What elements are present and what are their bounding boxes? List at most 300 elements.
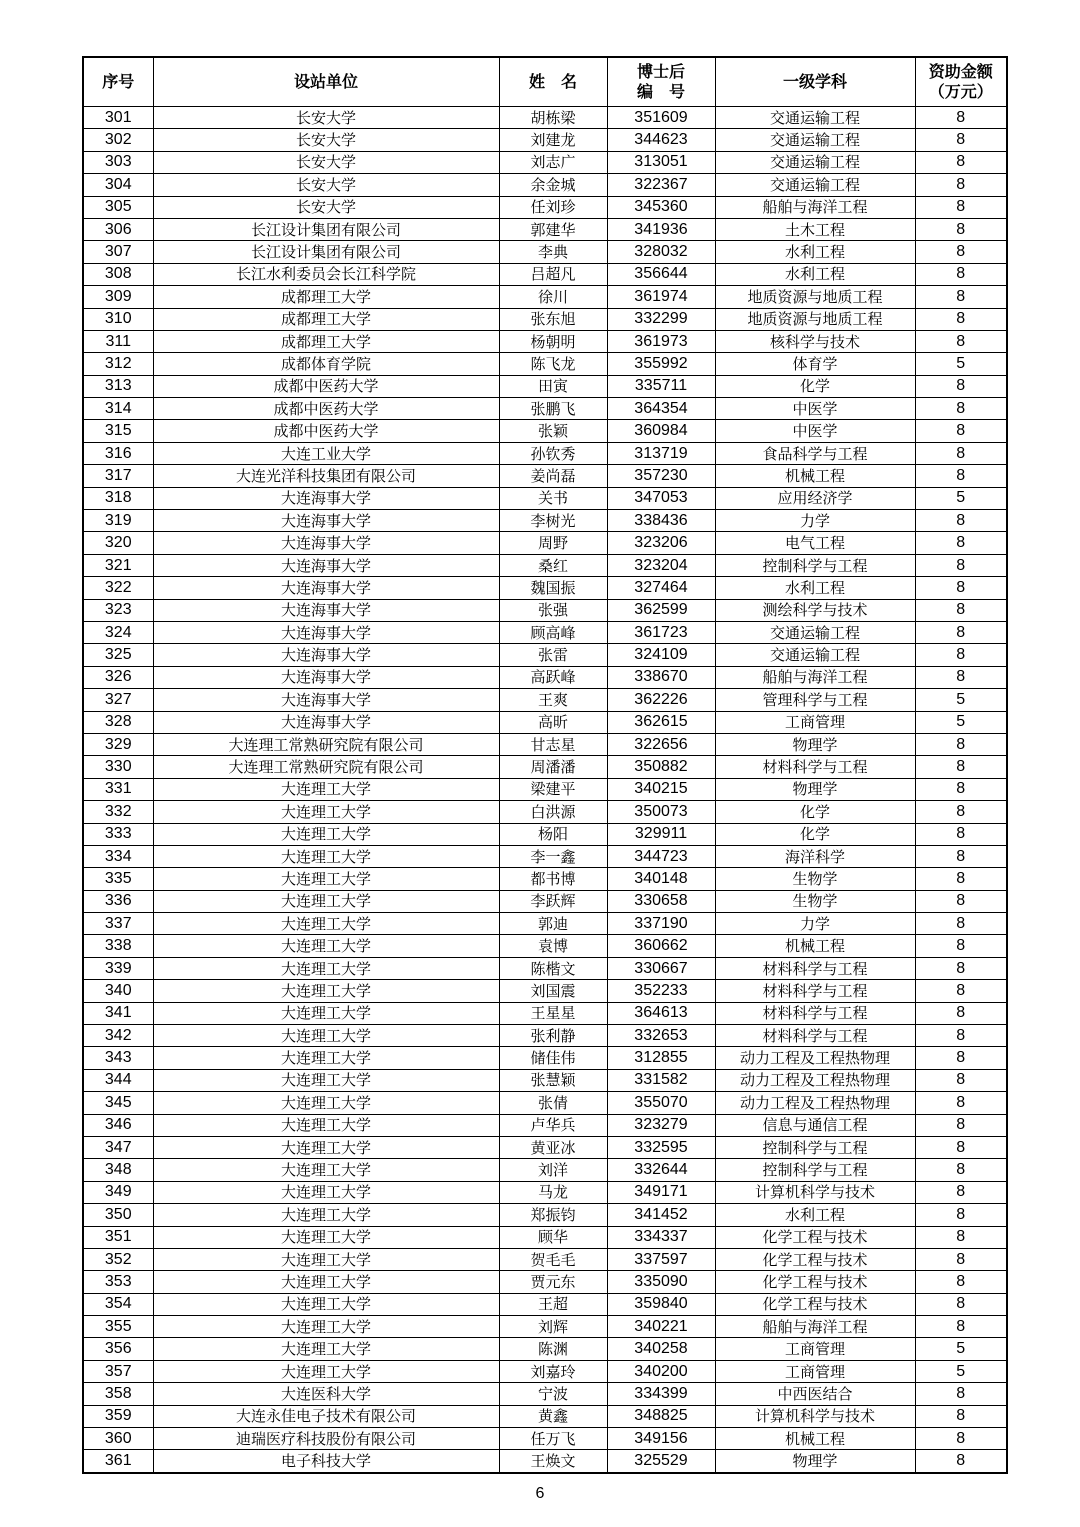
cell-discipline: 化学 [715,375,915,397]
cell-amount: 5 [915,1338,1007,1360]
cell-seq: 323 [83,599,153,621]
cell-seq: 342 [83,1025,153,1047]
cell-unit: 大连理工大学 [153,1092,499,1114]
cell-seq: 341 [83,1002,153,1024]
cell-amount: 8 [915,420,1007,442]
cell-seq: 313 [83,375,153,397]
cell-seq: 349 [83,1181,153,1203]
cell-unit: 电子科技大学 [153,1450,499,1473]
cell-name: 陈飞龙 [499,353,607,375]
cell-name: 杨朝明 [499,330,607,352]
cell-seq: 306 [83,218,153,240]
table-row [83,1025,1007,1047]
table-row [83,353,1007,375]
table-row [83,868,1007,890]
cell-unit: 大连理工大学 [153,1226,499,1248]
cell-name: 高跃峰 [499,666,607,688]
cell-discipline: 管理科学与工程 [715,689,915,711]
cell-unit: 成都中医药大学 [153,420,499,442]
cell-postdoc-id: 312855 [607,1047,715,1069]
cell-seq: 327 [83,689,153,711]
cell-name: 都书博 [499,868,607,890]
header-name: 姓 名 [499,57,607,107]
cell-discipline: 体育学 [715,353,915,375]
cell-name: 黄鑫 [499,1405,607,1427]
table-row [83,487,1007,509]
cell-unit: 成都理工大学 [153,286,499,308]
cell-seq: 339 [83,957,153,979]
cell-name: 贾元东 [499,1271,607,1293]
cell-postdoc-id: 356644 [607,263,715,285]
cell-postdoc-id: 332299 [607,308,715,330]
cell-postdoc-id: 362226 [607,689,715,711]
cell-postdoc-id: 362599 [607,599,715,621]
cell-postdoc-id: 337190 [607,913,715,935]
header-postdoc-id-line1: 博士后 [636,62,685,81]
cell-discipline: 交通运输工程 [715,174,915,196]
table-row [83,756,1007,778]
cell-discipline: 机械工程 [715,935,915,957]
cell-unit: 大连海事大学 [153,532,499,554]
cell-discipline: 船舶与海洋工程 [715,196,915,218]
cell-name: 甘志星 [499,733,607,755]
cell-name: 刘辉 [499,1316,607,1338]
cell-seq: 330 [83,756,153,778]
cell-postdoc-id: 345360 [607,196,715,218]
table-row [83,845,1007,867]
cell-seq: 316 [83,442,153,464]
cell-discipline: 物理学 [715,778,915,800]
cell-amount: 8 [915,1092,1007,1114]
cell-seq: 312 [83,353,153,375]
cell-name: 王爽 [499,689,607,711]
cell-discipline: 土木工程 [715,218,915,240]
table-row [83,1181,1007,1203]
cell-unit: 成都理工大学 [153,308,499,330]
cell-unit: 大连理工大学 [153,890,499,912]
table-row [83,398,1007,420]
cell-unit: 迪瑞医疗科技股份有限公司 [153,1428,499,1450]
cell-seq: 352 [83,1248,153,1270]
cell-amount: 8 [915,107,1007,129]
cell-name: 卢华兵 [499,1114,607,1136]
table-row [83,1383,1007,1405]
cell-amount: 8 [915,1428,1007,1450]
cell-postdoc-id: 340200 [607,1360,715,1382]
cell-seq: 347 [83,1136,153,1158]
table-row [83,1047,1007,1069]
cell-unit: 大连理工大学 [153,1181,499,1203]
cell-postdoc-id: 350882 [607,756,715,778]
cell-name: 徐川 [499,286,607,308]
cell-amount: 8 [915,1450,1007,1473]
table-row [83,1136,1007,1158]
cell-name: 周野 [499,532,607,554]
header-discipline: 一级学科 [715,57,915,107]
cell-unit: 大连理工大学 [153,868,499,890]
cell-discipline: 控制科学与工程 [715,554,915,576]
cell-name: 李典 [499,241,607,263]
cell-unit: 大连理工常熟研究院有限公司 [153,756,499,778]
cell-discipline: 船舶与海洋工程 [715,1316,915,1338]
cell-seq: 355 [83,1316,153,1338]
cell-discipline: 地质资源与地质工程 [715,286,915,308]
header-row [83,57,1007,107]
cell-amount: 8 [915,913,1007,935]
cell-unit: 大连理工大学 [153,935,499,957]
cell-postdoc-id: 341936 [607,218,715,240]
cell-unit: 长江水利委员会长江科学院 [153,263,499,285]
cell-amount: 8 [915,218,1007,240]
cell-seq: 328 [83,711,153,733]
cell-postdoc-id: 327464 [607,577,715,599]
header-seq: 序号 [83,57,153,107]
cell-name: 黄亚冰 [499,1136,607,1158]
cell-postdoc-id: 349171 [607,1181,715,1203]
cell-postdoc-id: 332595 [607,1136,715,1158]
cell-postdoc-id: 340258 [607,1338,715,1360]
cell-seq: 346 [83,1114,153,1136]
cell-seq: 303 [83,151,153,173]
header-postdoc-id-line2: 编 号 [636,82,685,101]
cell-discipline: 中医学 [715,398,915,420]
cell-name: 刘志广 [499,151,607,173]
header-amount-line1: 资助金额 [928,62,993,81]
cell-unit: 大连永佳电子技术有限公司 [153,1405,499,1427]
cell-seq: 356 [83,1338,153,1360]
cell-amount: 8 [915,510,1007,532]
cell-discipline: 控制科学与工程 [715,1136,915,1158]
cell-name: 张强 [499,599,607,621]
cell-unit: 大连海事大学 [153,577,499,599]
cell-amount: 8 [915,733,1007,755]
cell-unit: 大连理工大学 [153,1002,499,1024]
cell-amount: 8 [915,1025,1007,1047]
cell-name: 张利静 [499,1025,607,1047]
cell-name: 魏国振 [499,577,607,599]
cell-postdoc-id: 340215 [607,778,715,800]
cell-seq: 317 [83,465,153,487]
cell-amount: 8 [915,868,1007,890]
cell-unit: 长安大学 [153,129,499,151]
cell-seq: 359 [83,1405,153,1427]
cell-discipline: 计算机科学与技术 [715,1405,915,1427]
cell-unit: 长安大学 [153,107,499,129]
cell-amount: 8 [915,1159,1007,1181]
table-header [83,57,1007,107]
cell-discipline: 信息与通信工程 [715,1114,915,1136]
cell-amount: 5 [915,487,1007,509]
cell-unit: 大连海事大学 [153,599,499,621]
cell-seq: 304 [83,174,153,196]
cell-discipline: 船舶与海洋工程 [715,666,915,688]
cell-seq: 310 [83,308,153,330]
cell-discipline: 中西医结合 [715,1383,915,1405]
cell-name: 张颖 [499,420,607,442]
cell-unit: 大连理工大学 [153,1114,499,1136]
cell-seq: 319 [83,510,153,532]
table-row [83,1293,1007,1315]
cell-discipline: 水利工程 [715,263,915,285]
cell-unit: 大连理工大学 [153,1271,499,1293]
cell-postdoc-id: 355070 [607,1092,715,1114]
cell-amount: 8 [915,263,1007,285]
cell-name: 胡栋梁 [499,107,607,129]
table-row [83,935,1007,957]
cell-postdoc-id: 357230 [607,465,715,487]
cell-unit: 大连理工大学 [153,957,499,979]
cell-postdoc-id: 335711 [607,375,715,397]
cell-seq: 338 [83,935,153,957]
cell-unit: 大连理工大学 [153,1338,499,1360]
cell-amount: 8 [915,845,1007,867]
cell-postdoc-id: 324109 [607,644,715,666]
table-row [83,1271,1007,1293]
cell-unit: 大连医科大学 [153,1383,499,1405]
cell-seq: 344 [83,1069,153,1091]
cell-unit: 大连海事大学 [153,510,499,532]
cell-postdoc-id: 335090 [607,1271,715,1293]
cell-amount: 8 [915,980,1007,1002]
cell-discipline: 化学工程与技术 [715,1271,915,1293]
cell-name: 顾华 [499,1226,607,1248]
cell-name: 郭建华 [499,218,607,240]
cell-name: 吕超凡 [499,263,607,285]
cell-amount: 8 [915,957,1007,979]
table-row [83,577,1007,599]
cell-discipline: 水利工程 [715,577,915,599]
cell-unit: 长江设计集团有限公司 [153,218,499,240]
table-row [83,621,1007,643]
cell-discipline: 核科学与技术 [715,330,915,352]
cell-amount: 8 [915,1136,1007,1158]
cell-seq: 301 [83,107,153,129]
cell-amount: 8 [915,577,1007,599]
cell-seq: 326 [83,666,153,688]
table-row [83,1092,1007,1114]
cell-name: 高昕 [499,711,607,733]
cell-postdoc-id: 313719 [607,442,715,464]
cell-unit: 大连海事大学 [153,711,499,733]
cell-seq: 329 [83,733,153,755]
cell-discipline: 化学 [715,801,915,823]
cell-name: 刘嘉玲 [499,1360,607,1382]
cell-postdoc-id: 351609 [607,107,715,129]
cell-seq: 358 [83,1383,153,1405]
cell-postdoc-id: 360662 [607,935,715,957]
cell-unit: 成都理工大学 [153,330,499,352]
cell-discipline: 水利工程 [715,241,915,263]
cell-discipline: 计算机科学与技术 [715,1181,915,1203]
cell-postdoc-id: 361973 [607,330,715,352]
table-row [83,174,1007,196]
cell-postdoc-id: 361723 [607,621,715,643]
cell-discipline: 工商管理 [715,1360,915,1382]
cell-unit: 大连工业大学 [153,442,499,464]
cell-seq: 360 [83,1428,153,1450]
cell-unit: 大连光洋科技集团有限公司 [153,465,499,487]
cell-unit: 大连理工常熟研究院有限公司 [153,733,499,755]
cell-discipline: 动力工程及工程热物理 [715,1047,915,1069]
cell-seq: 318 [83,487,153,509]
cell-discipline: 测绘科学与技术 [715,599,915,621]
header-unit: 设站单位 [153,57,499,107]
cell-name: 张慧颖 [499,1069,607,1091]
cell-amount: 8 [915,1383,1007,1405]
cell-name: 顾高峰 [499,621,607,643]
table-row [83,218,1007,240]
page-number: 6 [535,1485,545,1502]
cell-amount: 8 [915,1248,1007,1270]
cell-name: 宁波 [499,1383,607,1405]
cell-amount: 8 [915,465,1007,487]
cell-seq: 343 [83,1047,153,1069]
cell-postdoc-id: 334337 [607,1226,715,1248]
cell-name: 王超 [499,1293,607,1315]
cell-amount: 8 [915,1047,1007,1069]
cell-name: 梁建平 [499,778,607,800]
cell-postdoc-id: 331582 [607,1069,715,1091]
cell-postdoc-id: 344723 [607,845,715,867]
cell-postdoc-id: 337597 [607,1248,715,1270]
cell-discipline: 食品科学与工程 [715,442,915,464]
table-row [83,1360,1007,1382]
cell-unit: 大连理工大学 [153,1136,499,1158]
header-amount-line2: （万元） [928,82,993,101]
cell-name: 陈楷文 [499,957,607,979]
cell-name: 刘建龙 [499,129,607,151]
cell-discipline: 材料科学与工程 [715,1002,915,1024]
cell-discipline: 化学 [715,823,915,845]
cell-discipline: 材料科学与工程 [715,957,915,979]
cell-seq: 305 [83,196,153,218]
table-row [83,532,1007,554]
cell-name: 王星星 [499,1002,607,1024]
header-amount [915,57,1007,107]
cell-unit: 大连理工大学 [153,1047,499,1069]
table-row [83,129,1007,151]
cell-unit: 大连理工大学 [153,801,499,823]
cell-unit: 大连海事大学 [153,554,499,576]
table-row [83,107,1007,129]
cell-name: 陈渊 [499,1338,607,1360]
table-row [83,510,1007,532]
header-postdoc-id [607,57,715,107]
cell-unit: 大连海事大学 [153,487,499,509]
cell-unit: 长江设计集团有限公司 [153,241,499,263]
cell-seq: 309 [83,286,153,308]
cell-unit: 大连理工大学 [153,1248,499,1270]
cell-postdoc-id: 364354 [607,398,715,420]
cell-name: 白洪源 [499,801,607,823]
cell-name: 田寅 [499,375,607,397]
cell-discipline: 化学工程与技术 [715,1293,915,1315]
cell-discipline: 工商管理 [715,1338,915,1360]
cell-seq: 321 [83,554,153,576]
cell-amount: 8 [915,308,1007,330]
cell-postdoc-id: 313051 [607,151,715,173]
table-row [83,1069,1007,1091]
cell-seq: 340 [83,980,153,1002]
funding-table [82,56,1008,1474]
cell-seq: 354 [83,1293,153,1315]
table-row [83,957,1007,979]
cell-unit: 成都体育学院 [153,353,499,375]
cell-unit: 长安大学 [153,151,499,173]
cell-seq: 345 [83,1092,153,1114]
cell-seq: 336 [83,890,153,912]
cell-name: 贺毛毛 [499,1248,607,1270]
cell-postdoc-id: 334399 [607,1383,715,1405]
cell-discipline: 海洋科学 [715,845,915,867]
cell-name: 张倩 [499,1092,607,1114]
table-row [83,1204,1007,1226]
cell-seq: 332 [83,801,153,823]
cell-unit: 大连理工大学 [153,1069,499,1091]
cell-postdoc-id: 340148 [607,868,715,890]
cell-unit: 大连理工大学 [153,1316,499,1338]
cell-amount: 8 [915,1226,1007,1248]
cell-amount: 8 [915,1316,1007,1338]
cell-amount: 8 [915,398,1007,420]
cell-postdoc-id: 340221 [607,1316,715,1338]
table-row [83,1159,1007,1181]
cell-discipline: 应用经济学 [715,487,915,509]
cell-seq: 333 [83,823,153,845]
cell-discipline: 中医学 [715,420,915,442]
cell-unit: 长安大学 [153,174,499,196]
cell-amount: 8 [915,1069,1007,1091]
cell-amount: 5 [915,689,1007,711]
table-row [83,1316,1007,1338]
table-row [83,1114,1007,1136]
cell-name: 桑红 [499,554,607,576]
cell-amount: 8 [915,151,1007,173]
cell-discipline: 电气工程 [715,532,915,554]
cell-seq: 311 [83,330,153,352]
cell-amount: 8 [915,174,1007,196]
cell-amount: 8 [915,621,1007,643]
cell-seq: 337 [83,913,153,935]
cell-amount: 8 [915,1114,1007,1136]
cell-name: 李跃辉 [499,890,607,912]
cell-unit: 大连理工大学 [153,1204,499,1226]
cell-name: 郑振钧 [499,1204,607,1226]
cell-postdoc-id: 348825 [607,1405,715,1427]
cell-amount: 8 [915,554,1007,576]
cell-amount: 8 [915,890,1007,912]
cell-seq: 334 [83,845,153,867]
cell-seq: 353 [83,1271,153,1293]
cell-amount: 8 [915,1293,1007,1315]
cell-unit: 大连海事大学 [153,666,499,688]
cell-name: 张鹏飞 [499,398,607,420]
table-row [83,599,1007,621]
table-row [83,823,1007,845]
cell-postdoc-id: 352233 [607,980,715,1002]
cell-amount: 8 [915,129,1007,151]
cell-amount: 8 [915,644,1007,666]
cell-name: 任万飞 [499,1428,607,1450]
cell-postdoc-id: 341452 [607,1204,715,1226]
cell-discipline: 动力工程及工程热物理 [715,1092,915,1114]
cell-amount: 8 [915,599,1007,621]
table-row [83,711,1007,733]
cell-unit: 大连理工大学 [153,823,499,845]
cell-postdoc-id: 355992 [607,353,715,375]
cell-postdoc-id: 344623 [607,129,715,151]
cell-postdoc-id: 349156 [607,1428,715,1450]
